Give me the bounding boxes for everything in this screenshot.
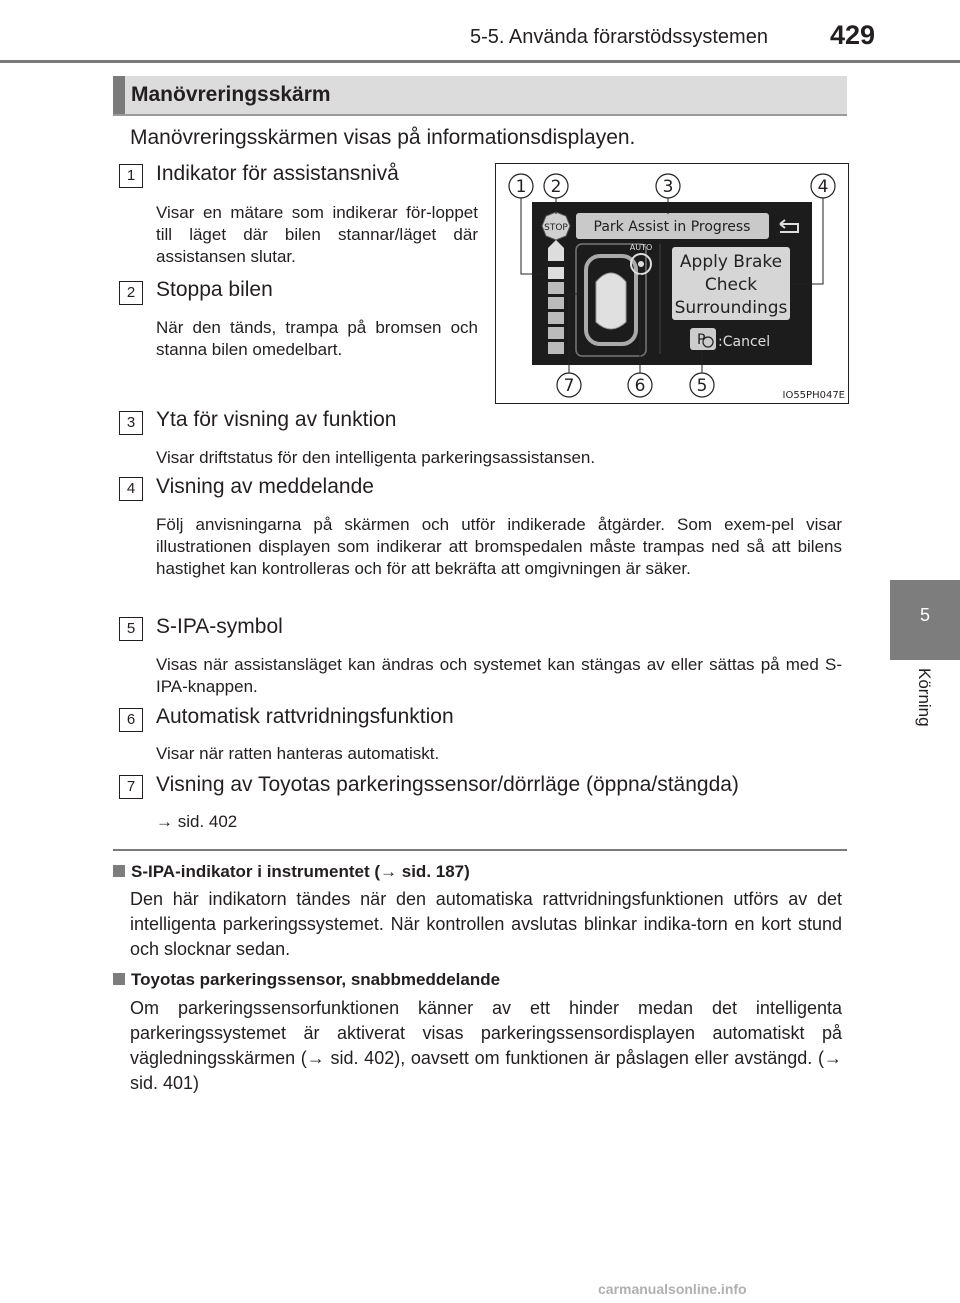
item-body: Följ anvisningarna på skärmen och utför indikerade åtgärder. Som exem-pel visar illustrationen displayen som indikerar att bromspedalen måste trampas ned så att bilens hastighet kan kontrolleras och för att bekräfta att omgivningen är säker. (156, 515, 842, 578)
item-number-badge: 1 (119, 164, 143, 188)
item-number-badge: 5 (119, 617, 143, 641)
section-underline (113, 114, 847, 116)
callout-number: 2 (550, 177, 562, 197)
item-title: Stoppa bilen (156, 278, 273, 301)
note-body: Om parkeringssensorfunktionen känner av ett hinder medan det intelligenta parkeringssystemet är aktiverat visas parkeringssensordisplayen automatiskt på vägledningsskärmen (→ sid. 402), oavsett om funktionen är påslagen eller avstängd. (→ sid. 401) (130, 998, 842, 1093)
cancel-label: :Cancel (718, 334, 771, 350)
item-number-badge: 6 (119, 708, 143, 732)
car-icon (596, 273, 626, 329)
item-title: Visning av Toyotas parkeringssensor/dörrläge (öppna/stängda) (156, 773, 739, 796)
item-number-badge: 3 (119, 411, 143, 435)
meter-segment (548, 297, 564, 309)
item-body: → sid. 402 (156, 812, 238, 831)
p-label: P (697, 332, 706, 348)
item-number-badge: 4 (119, 477, 143, 501)
meter-segment (548, 282, 564, 294)
intro-text: Manövreringsskärmen visas på informationsdisplayen. (130, 126, 636, 149)
notes-rule (113, 849, 847, 851)
item-number-badge: 7 (119, 775, 143, 799)
section-accent (113, 76, 125, 114)
callout-number: 1 (515, 177, 527, 197)
section-heading-bar (113, 76, 847, 114)
callout-number: 6 (634, 376, 646, 396)
meter-segment (548, 312, 564, 324)
item-title: Automatisk rattvridningsfunktion (156, 705, 454, 728)
note-heading: S-IPA-indikator i instrumentet (→ sid. 187) (113, 862, 470, 882)
note-bullet-icon (113, 865, 125, 877)
item-body: Visar en mätare som indikerar för-loppet till läget där bilen stannar/läget där assistansen slutar. (156, 203, 478, 266)
item-title: Visning av meddelande (156, 475, 374, 498)
message-line: Apply Brake (679, 252, 783, 272)
page-number: 429 (830, 20, 876, 50)
meter-segment (548, 267, 564, 279)
display-illustration (495, 163, 849, 404)
item-number-badge: 2 (119, 281, 143, 305)
note-heading: Toyotas parkeringssensor, snabbmeddelande (113, 970, 500, 990)
header-rule (0, 60, 960, 63)
meter-segment (548, 342, 564, 354)
item-body: När den tänds, trampa på bromsen och stanna bilen omedelbart. (156, 318, 478, 359)
item-title: Yta för visning av funktion (156, 408, 397, 431)
figure-id: IO55PH047E (782, 390, 845, 401)
item-body: Visas när assistansläget kan ändras och systemet kan stängas av eller sättas på med S-IPA-knappen. (156, 655, 842, 696)
message-line: Surroundings (674, 298, 788, 318)
steering-hub (638, 261, 644, 267)
callout-number: 5 (696, 376, 708, 396)
stop-label: STOP (544, 223, 568, 233)
chapter-tab: 5 (890, 580, 960, 660)
item-body: Visar när ratten hanteras automatiskt. (156, 744, 440, 763)
chapter-label: Körning (915, 668, 934, 727)
callout-number: 4 (817, 177, 829, 197)
auto-label: AUTO (629, 243, 653, 252)
note-body: Den här indikatorn tändes när den automatiska rattvridningsfunktionen utförs av det intelligenta parkeringssystemet. När kontrollen avslutas blinkar indika-torn en kort stund och slocknar sedan. (130, 889, 842, 959)
watermark: carmanualsonline.info (598, 1281, 747, 1297)
display-screen-svg (496, 164, 848, 403)
running-header: 5-5. Använda förarstödssystemen (470, 26, 768, 48)
item-title: Indikator för assistansnivå (156, 162, 399, 185)
callout-number: 3 (662, 177, 674, 197)
item-title: S-IPA-symbol (156, 615, 283, 638)
item-body: Visar driftstatus för den intelligenta parkeringsassistansen. (156, 448, 596, 467)
callout-number: 7 (563, 376, 575, 396)
section-title: Manövreringsskärm (131, 83, 331, 106)
status-text: Park Assist in Progress (593, 219, 751, 235)
message-line: Check (704, 275, 758, 295)
note-bullet-icon (113, 973, 125, 985)
meter-segment (548, 327, 564, 339)
